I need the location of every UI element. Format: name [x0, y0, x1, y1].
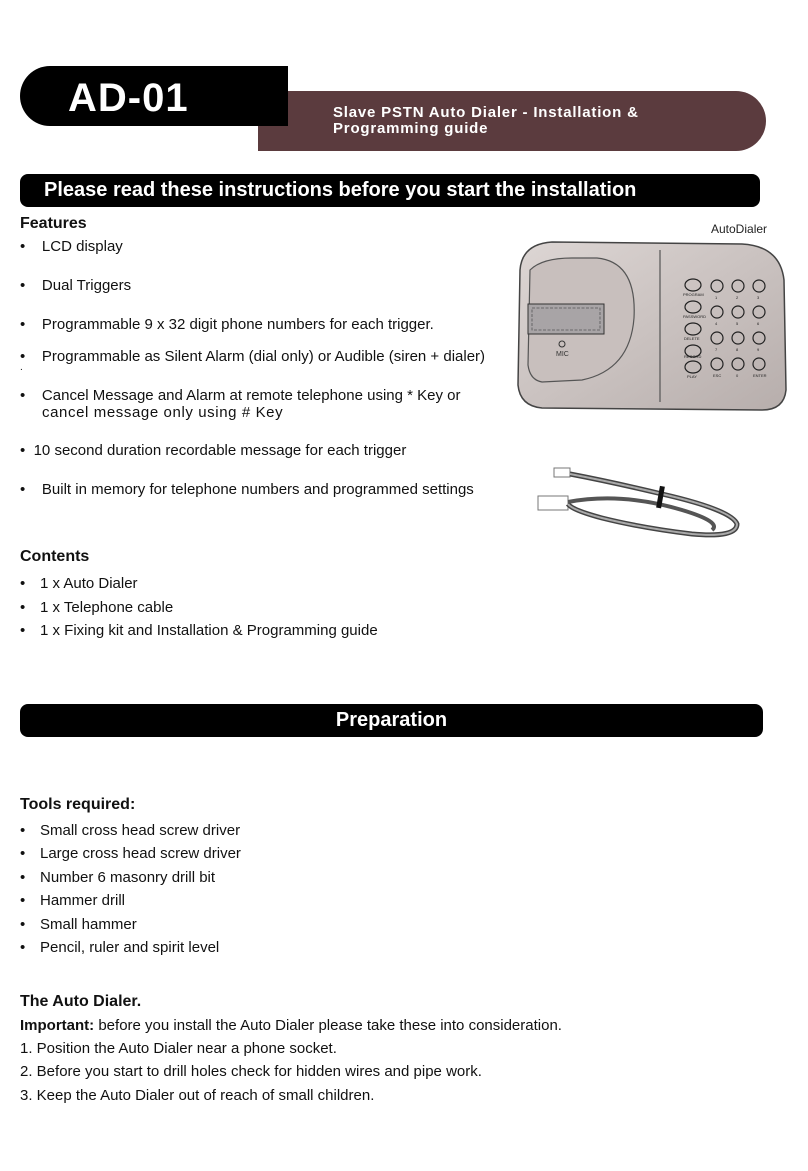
key-label: 8	[736, 347, 739, 352]
tools-heading: Tools required:	[20, 796, 136, 813]
list-item: • 1 x Auto Dialer	[20, 572, 378, 596]
key-label: 4	[715, 321, 718, 326]
feature-item: • Cancel Message and Alarm at remote telephone using * Key or	[20, 387, 461, 404]
key-label: 6	[757, 321, 760, 326]
list-item: • Large cross head screw driver	[20, 842, 241, 865]
list-item: • Hammer drill	[20, 889, 241, 912]
instructions-banner: Please read these instructions before you start the installation	[20, 174, 760, 207]
device-caption: AutoDialer	[711, 222, 768, 236]
feature-item: • LCD display	[20, 238, 123, 255]
important-label: Important:	[20, 1017, 95, 1034]
key-label: 3	[757, 295, 760, 300]
auto-dialer-heading: The Auto Dialer.	[20, 993, 142, 1010]
mic-label: MIC	[556, 351, 569, 358]
key-label: 9	[757, 347, 760, 352]
list-item: • Small hammer	[20, 913, 241, 936]
key-label: ENTER	[753, 373, 767, 378]
feature-item: • Dual Triggers	[20, 277, 132, 294]
stray-mark: .	[20, 362, 23, 373]
rj11-plug-bottom	[538, 496, 568, 510]
list-item: • Small cross head screw driver	[20, 819, 241, 842]
telephone-cable-illustration	[532, 462, 746, 544]
delete-key-label: DELETE	[684, 336, 700, 341]
feature-item: • Built in memory for telephone numbers and programmed settings	[20, 481, 474, 498]
contents-heading: Contents	[20, 548, 90, 565]
subtitle-line-2: Programming guide	[333, 120, 489, 137]
feature-item: • 10 second duration recordable message for each trigger	[20, 442, 407, 459]
key-label: ESC	[713, 373, 722, 378]
key-label: 2	[736, 295, 739, 300]
feature-item: • Programmable 9 x 32 digit phone numbers for each trigger.	[20, 316, 434, 333]
important-text: before you install the Auto Dialer please take these into consideration.	[94, 1017, 562, 1034]
auto-dialer-illustration	[512, 240, 792, 416]
list-item: • 1 x Telephone cable	[20, 596, 378, 620]
feature-item: • Programmable as Silent Alarm (dial only) or Audible (siren + dialer)	[20, 348, 486, 365]
password-key-label: PASSWORD	[683, 314, 707, 319]
rj11-plug-top	[554, 468, 570, 477]
key-label: 5	[736, 321, 739, 326]
list-item: • Number 6 masonry drill bit	[20, 866, 241, 889]
record-key-label: RECORD	[684, 354, 702, 359]
program-key-label: PROGRAM	[683, 292, 704, 297]
lcd-display	[528, 304, 604, 334]
key-label: 0	[736, 373, 739, 378]
tools-list	[20, 819, 241, 959]
feature-item-continued: cancel message only using # Key	[42, 404, 284, 421]
important-note	[20, 1017, 562, 1034]
list-item: • Pencil, ruler and spirit level	[20, 936, 241, 959]
play-key-label: PLAY	[687, 374, 697, 379]
key-label: 1	[715, 295, 718, 300]
key-label: 7	[715, 347, 718, 352]
list-item: • 1 x Fixing kit and Installation & Programming guide	[20, 619, 378, 643]
preparation-banner: Preparation	[20, 704, 763, 737]
document-subtitle	[333, 105, 733, 137]
step-item: 1. Position the Auto Dialer near a phone socket.	[20, 1040, 337, 1057]
step-item: 2. Before you start to drill holes check for hidden wires and pipe work.	[20, 1063, 482, 1080]
features-heading: Features	[20, 215, 87, 232]
step-item: 3. Keep the Auto Dialer out of reach of small children.	[20, 1087, 375, 1104]
subtitle-line-1: Slave PSTN Auto Dialer - Installation &	[333, 104, 639, 121]
model-title: AD-01	[68, 76, 189, 120]
contents-list	[20, 572, 378, 643]
